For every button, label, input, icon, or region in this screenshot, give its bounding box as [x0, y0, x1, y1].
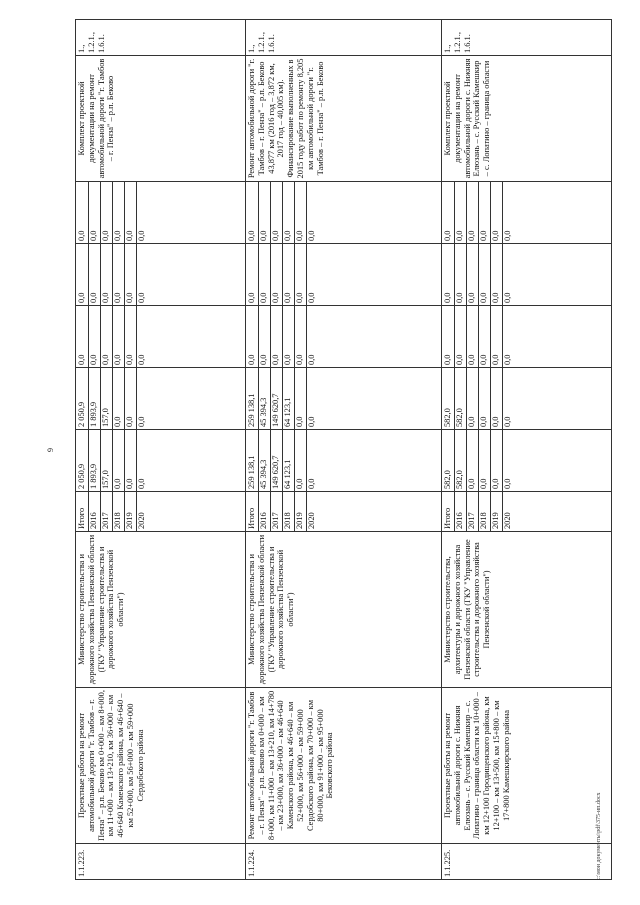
- value-cell: 0,0: [443, 182, 455, 243]
- values-col3: [442, 306, 612, 368]
- value-cell: 0,0: [137, 416, 146, 427]
- value-cell: 2018: [113, 492, 125, 531]
- value-cell: 0,0: [307, 292, 316, 303]
- value-cell: 0,0: [503, 230, 512, 241]
- value-cell: 2016: [455, 492, 467, 531]
- value-cell: 0,0: [247, 244, 259, 305]
- value-cell: 0,0: [307, 478, 316, 489]
- value-cell: 1 893,9: [89, 368, 101, 429]
- measure-name: Проектные работы на ремонт автомобильной дороги "г. Тамбов – г. Пенза" – р.п. Беково км 0+000 – км 8+000, км 11+000 – км 13+210, км 36+000 – км 46+640 Каменского района, км 46+640 – км 52+000, км 56+000 – км 59+000 Сердобского района: [76, 688, 246, 844]
- value-cell: 149 620,7: [271, 368, 283, 429]
- value-cell: 2018: [479, 492, 491, 531]
- value-cell: 2 050,9: [77, 368, 89, 429]
- value-cell: Итого: [77, 492, 89, 531]
- value-cell: 0,0: [89, 244, 101, 305]
- value-cell: 0,0: [125, 430, 137, 491]
- value-cell: 582,0: [443, 430, 455, 491]
- values-col1: [246, 430, 442, 492]
- value-cell: 0,0: [113, 244, 125, 305]
- value-cell: 0,0: [113, 368, 125, 429]
- executor: Министерство строительства, архитектуры и дорожного хозяйства Пензенской области (ГКУ "Управление строительства и дорожного хозяйства Пензенской области"): [442, 532, 612, 688]
- expected-result: Комплект проектной документации на ремонт автомобильной дороги с. Нижняя Елюзань – с. Русский Камешкир – с. Лопатино – граница области: [442, 56, 612, 182]
- value-cell: 0,0: [479, 306, 491, 367]
- page-number: 9: [46, 448, 55, 452]
- value-cell: 2017: [271, 492, 283, 531]
- value-cell: 2018: [283, 492, 295, 531]
- value-cell: 0,0: [467, 368, 479, 429]
- value-cell: 0,0: [467, 306, 479, 367]
- value-cell: 0,0: [125, 306, 137, 367]
- table-row: [246, 20, 442, 880]
- value-cell: 0,0: [101, 244, 113, 305]
- value-cell: 2020: [137, 512, 146, 529]
- table-row: [442, 20, 612, 880]
- values-col3: [76, 306, 246, 368]
- value-cell: 0,0: [467, 182, 479, 243]
- value-cell: 0,0: [467, 430, 479, 491]
- values-col2: [76, 368, 246, 430]
- value-cell: 0,0: [443, 244, 455, 305]
- value-cell: 0,0: [307, 416, 316, 427]
- value-cell: 157,0: [101, 368, 113, 429]
- values-col3: [246, 306, 442, 368]
- value-cell: 0,0: [77, 244, 89, 305]
- values-col5: [442, 182, 612, 244]
- value-cell: 0,0: [295, 368, 307, 429]
- value-cell: 0,0: [283, 244, 295, 305]
- values-col2: [442, 368, 612, 430]
- measure-name: Ремонт автомобильной дороги "г. Тамбов – г. Пенза" – р.п. Беково км 0+000 – км 8+000, км 11+000 – км 13+210, км 14+780 – км 23+000, км 36+000 – км 46+640 Каменского района, км 46+640 – км 52+000, км 56+000 – км 59+000 Сердобского района, км 70+000 – км 80+000, км 91+000 – км 95+000 Бековского района: [246, 688, 442, 844]
- value-cell: 0,0: [113, 306, 125, 367]
- value-cell: 0,0: [467, 244, 479, 305]
- value-cell: 0,0: [491, 368, 503, 429]
- document-table-wrapper: [75, 20, 615, 880]
- value-cell: 0,0: [455, 306, 467, 367]
- value-cell: 582,0: [443, 368, 455, 429]
- values-col5: [246, 182, 442, 244]
- footer-path: c:\мои документы\pdf\375-ип.docx: [596, 792, 602, 880]
- value-cell: 0,0: [443, 306, 455, 367]
- value-cell: 2020: [503, 512, 512, 529]
- indicator-codes: 1., 1.2.1., 1.6.1.: [246, 20, 442, 56]
- expected-result: Комплект проектной документации на ремонт автомобильной дороги "г. Тамбов – г. Пенза" – р.п. Беково: [76, 56, 246, 182]
- value-cell: 0,0: [125, 244, 137, 305]
- value-cell: 0,0: [307, 230, 316, 241]
- value-cell: 0,0: [491, 182, 503, 243]
- executor: Министерство строительства и дорожного хозяйства Пензенской области (ГКУ "Управление строительства и дорожного хозяйства Пензенской области"): [76, 532, 246, 688]
- value-cell: 0,0: [137, 292, 146, 303]
- value-cell: 0,0: [271, 306, 283, 367]
- expected-result: Ремонт автомобильной дороги "г. Тамбов – г. Пенза" – р.п. Беково 43,877 км (2016 год – 3,872 км, 2017 год – 40,005 км). Финансирование выполненных в 2015 году работ по ремонту 8,205 км автомобильной дороги "г. Тамбов – г. Пенза" – р.п. Беково: [246, 56, 442, 182]
- executor: Министерство строительства и дорожного хозяйства Пензенской области (ГКУ "Управление строительства и дорожного хозяйства Пензенской области"): [246, 532, 442, 688]
- value-cell: 0,0: [259, 182, 271, 243]
- values-col1: [442, 430, 612, 492]
- value-cell: Итого: [443, 492, 455, 531]
- value-cell: 0,0: [283, 306, 295, 367]
- value-cell: 0,0: [77, 306, 89, 367]
- value-cell: 0,0: [479, 244, 491, 305]
- value-cell: 0,0: [479, 430, 491, 491]
- value-cell: 0,0: [503, 354, 512, 365]
- value-cell: 0,0: [491, 430, 503, 491]
- value-cell: 0,0: [137, 354, 146, 365]
- value-cell: 259 138,1: [247, 430, 259, 491]
- indicator-codes: 1., 1.2.1., 1.6.1.: [442, 20, 612, 56]
- value-cell: 259 138,1: [247, 368, 259, 429]
- value-cell: 0,0: [101, 182, 113, 243]
- row-number: 1.1.225.: [442, 844, 612, 880]
- value-cell: 149 620,7: [271, 430, 283, 491]
- value-cell: 2019: [491, 492, 503, 531]
- value-cell: 0,0: [113, 182, 125, 243]
- values-col1: [76, 430, 246, 492]
- value-cell: 0,0: [125, 368, 137, 429]
- value-cell: 0,0: [89, 306, 101, 367]
- value-cell: 582,0: [455, 430, 467, 491]
- values-col4: [442, 244, 612, 306]
- measure-name: Проектные работы на ремонт автомобильной дороги с. Нижняя Елюзань – с. Русский Камешкир – с. Лопатино – граница области км 10+000 – км 12+100 Городищенского района, км 12+100 – км 13+500, км 15+800 – км 17+800 Камешкирского района: [442, 688, 612, 844]
- value-cell: 0,0: [479, 368, 491, 429]
- value-cell: 1 893,9: [89, 430, 101, 491]
- program-table: [75, 19, 612, 880]
- value-cell: 0,0: [295, 244, 307, 305]
- value-cell: 2016: [259, 492, 271, 531]
- indicator-codes: 1., 1.2.1., 1.6.1.: [76, 20, 246, 56]
- values-col5: [76, 182, 246, 244]
- value-cell: 2020: [307, 512, 316, 529]
- value-cell: 0,0: [101, 306, 113, 367]
- value-cell: 0,0: [125, 182, 137, 243]
- value-cell: 0,0: [491, 306, 503, 367]
- values-years: [76, 492, 246, 532]
- value-cell: 45 394,3: [259, 368, 271, 429]
- value-cell: 0,0: [259, 306, 271, 367]
- value-cell: 0,0: [247, 306, 259, 367]
- value-cell: 0,0: [137, 230, 146, 241]
- value-cell: 0,0: [307, 354, 316, 365]
- value-cell: 0,0: [113, 430, 125, 491]
- value-cell: 2017: [467, 492, 479, 531]
- table-row: [76, 20, 246, 880]
- value-cell: 0,0: [455, 244, 467, 305]
- values-years: [246, 492, 442, 532]
- value-cell: Итого: [247, 492, 259, 531]
- values-col4: [246, 244, 442, 306]
- value-cell: 2017: [101, 492, 113, 531]
- value-cell: 0,0: [271, 244, 283, 305]
- value-cell: 0,0: [491, 244, 503, 305]
- value-cell: 0,0: [503, 292, 512, 303]
- value-cell: 157,0: [101, 430, 113, 491]
- value-cell: 0,0: [503, 416, 512, 427]
- value-cell: 0,0: [77, 182, 89, 243]
- value-cell: 0,0: [295, 306, 307, 367]
- value-cell: 0,0: [259, 244, 271, 305]
- value-cell: 0,0: [247, 182, 259, 243]
- value-cell: 2 050,9: [77, 430, 89, 491]
- values-years: [442, 492, 612, 532]
- value-cell: 0,0: [295, 182, 307, 243]
- value-cell: 0,0: [455, 182, 467, 243]
- value-cell: 2016: [89, 492, 101, 531]
- value-cell: 2019: [125, 492, 137, 531]
- value-cell: 582,0: [455, 368, 467, 429]
- row-number: 1.1.223.: [76, 844, 246, 880]
- value-cell: 0,0: [295, 430, 307, 491]
- value-cell: 0,0: [271, 182, 283, 243]
- values-col4: [76, 244, 246, 306]
- value-cell: 0,0: [137, 478, 146, 489]
- value-cell: 2019: [295, 492, 307, 531]
- value-cell: 0,0: [479, 182, 491, 243]
- row-number: 1.1.224.: [246, 844, 442, 880]
- value-cell: 64 123,1: [283, 430, 295, 491]
- values-col2: [246, 368, 442, 430]
- value-cell: 45 394,3: [259, 430, 271, 491]
- value-cell: 0,0: [503, 478, 512, 489]
- value-cell: 0,0: [283, 182, 295, 243]
- value-cell: 64 123,1: [283, 368, 295, 429]
- value-cell: 0,0: [89, 182, 101, 243]
